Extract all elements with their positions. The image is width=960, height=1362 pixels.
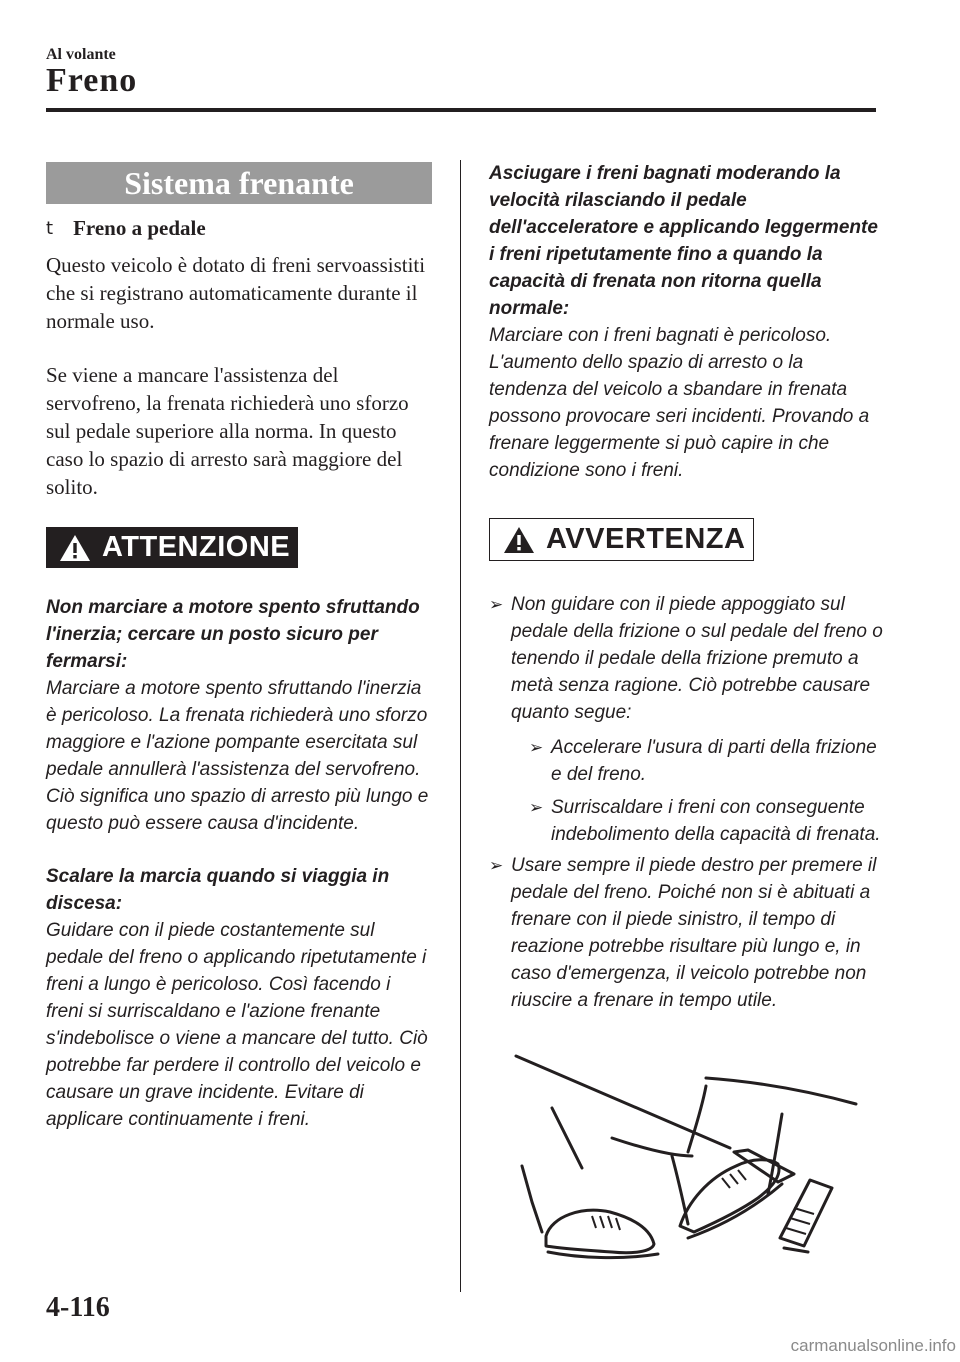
section-title: Sistema frenante (46, 162, 432, 204)
pedal-illustration (512, 1048, 884, 1284)
note (46, 594, 432, 837)
note (489, 160, 885, 484)
warning-triangle-icon (502, 525, 536, 555)
breadcrumb: Al volante (46, 46, 116, 63)
note-heading: Scalare la marcia quando si viaggia in discesa: (46, 866, 390, 914)
sub-list (511, 734, 885, 848)
paragraph: Se viene a mancare l'assistenza del servofreno, la frenata richiederà uno sforzo sul pedale superiore alla norma. In questo caso lo spazio di arresto sarà maggiore del solito. (46, 363, 409, 499)
note (46, 863, 432, 1133)
list-item-text: Non guidare con il piede appoggiato sul pedale della frizione o sul pedale del freno o tenendo il pedale della frizione premuto a metà senza ragione. Ciò potrebbe causare quanto segue: (511, 594, 883, 723)
list-item (489, 591, 885, 848)
note-text: Marciare a motore spento sfruttando l'inerzia è pericoloso. La frenata richiederà uno sforzo maggiore e l'azione pompante esercitata sul pedale annullerà l'assistenza del servofreno. Ciò significa uno spazio di arresto più lungo e questo può essere causa d'incidente. (46, 678, 429, 834)
list-item (489, 852, 885, 1014)
subheading (46, 216, 432, 241)
right-column (489, 160, 885, 1014)
subheading-text: Freno a pedale (73, 216, 206, 240)
list-item-text: Surriscaldare i freni con conseguente indebolimento della capacità di frenata. (551, 797, 881, 845)
avvertenza-label (489, 518, 754, 561)
list-item (529, 734, 885, 788)
column-divider (460, 160, 461, 1292)
attenzione-label (46, 527, 298, 568)
avvertenza-list (489, 591, 885, 1014)
note-heading: Non marciare a motore spento sfruttando l'inerzia; cercare un posto sicuro per fermarsi: (46, 597, 420, 672)
header-rule (46, 108, 876, 112)
left-column (46, 162, 432, 1133)
note-heading: Asciugare i freni bagnati moderando la velocità rilasciando il pedale dell'acceleratore e applicando leggermente i freni ripetutamente fino a quando la capacità di frenata non ritorna quella normale: (489, 163, 878, 319)
arrow-bullet-icon: ➢ (529, 798, 544, 818)
attenzione-box (46, 527, 432, 568)
avvertenza-box (489, 518, 885, 561)
avvertenza-label-text: AVVERTENZA (546, 523, 746, 555)
attenzione-label-text: ATTENZIONE (102, 531, 291, 563)
list-item-text: Accelerare l'usura di parti della frizione e del freno. (551, 737, 877, 785)
watermark: carmanualsonline.info (790, 1336, 956, 1355)
note-text: Marciare con i freni bagnati è pericoloso. L'aumento dello spazio di arresto o la tendenza del veicolo a sbandare in frenata possono provocare seri incidenti. Provando a frenare leggermente si può capire in che condizione sono i freni. (489, 325, 870, 481)
chapter-title: Freno (46, 62, 138, 99)
list-item-text: Usare sempre il piede destro per premere il pedale del freno. Poiché non si è abituati a frenare con il piede sinistro, il tempo di reazione potrebbe risultare più lungo e, in caso d'emergenza, il veicolo potrebbe non riuscire a frenare in tempo utile. (511, 855, 877, 1011)
warning-triangle-icon (58, 533, 92, 563)
paragraph: Questo veicolo è dotato di freni servoassistiti che si registrano automaticamente durante il normale uso. (46, 253, 426, 333)
square-bullet-icon: t (46, 218, 54, 239)
arrow-bullet-icon: ➢ (489, 595, 504, 615)
arrow-bullet-icon: ➢ (489, 856, 504, 876)
note-text: Guidare con il piede costantemente sul pedale del freno o applicando ripetutamente i freni a lungo è pericoloso. Così facendo i freni si surriscaldano e l'azione frenante s'indebolisce o viene a mancare del tutto. Ciò potrebbe far perdere il controllo del veicolo e causare un grave incidente. Evitare di applicare continuamente i freni. (46, 920, 428, 1130)
page-number: 4-116 (46, 1292, 110, 1323)
list-item (529, 794, 885, 848)
arrow-bullet-icon: ➢ (529, 738, 544, 758)
